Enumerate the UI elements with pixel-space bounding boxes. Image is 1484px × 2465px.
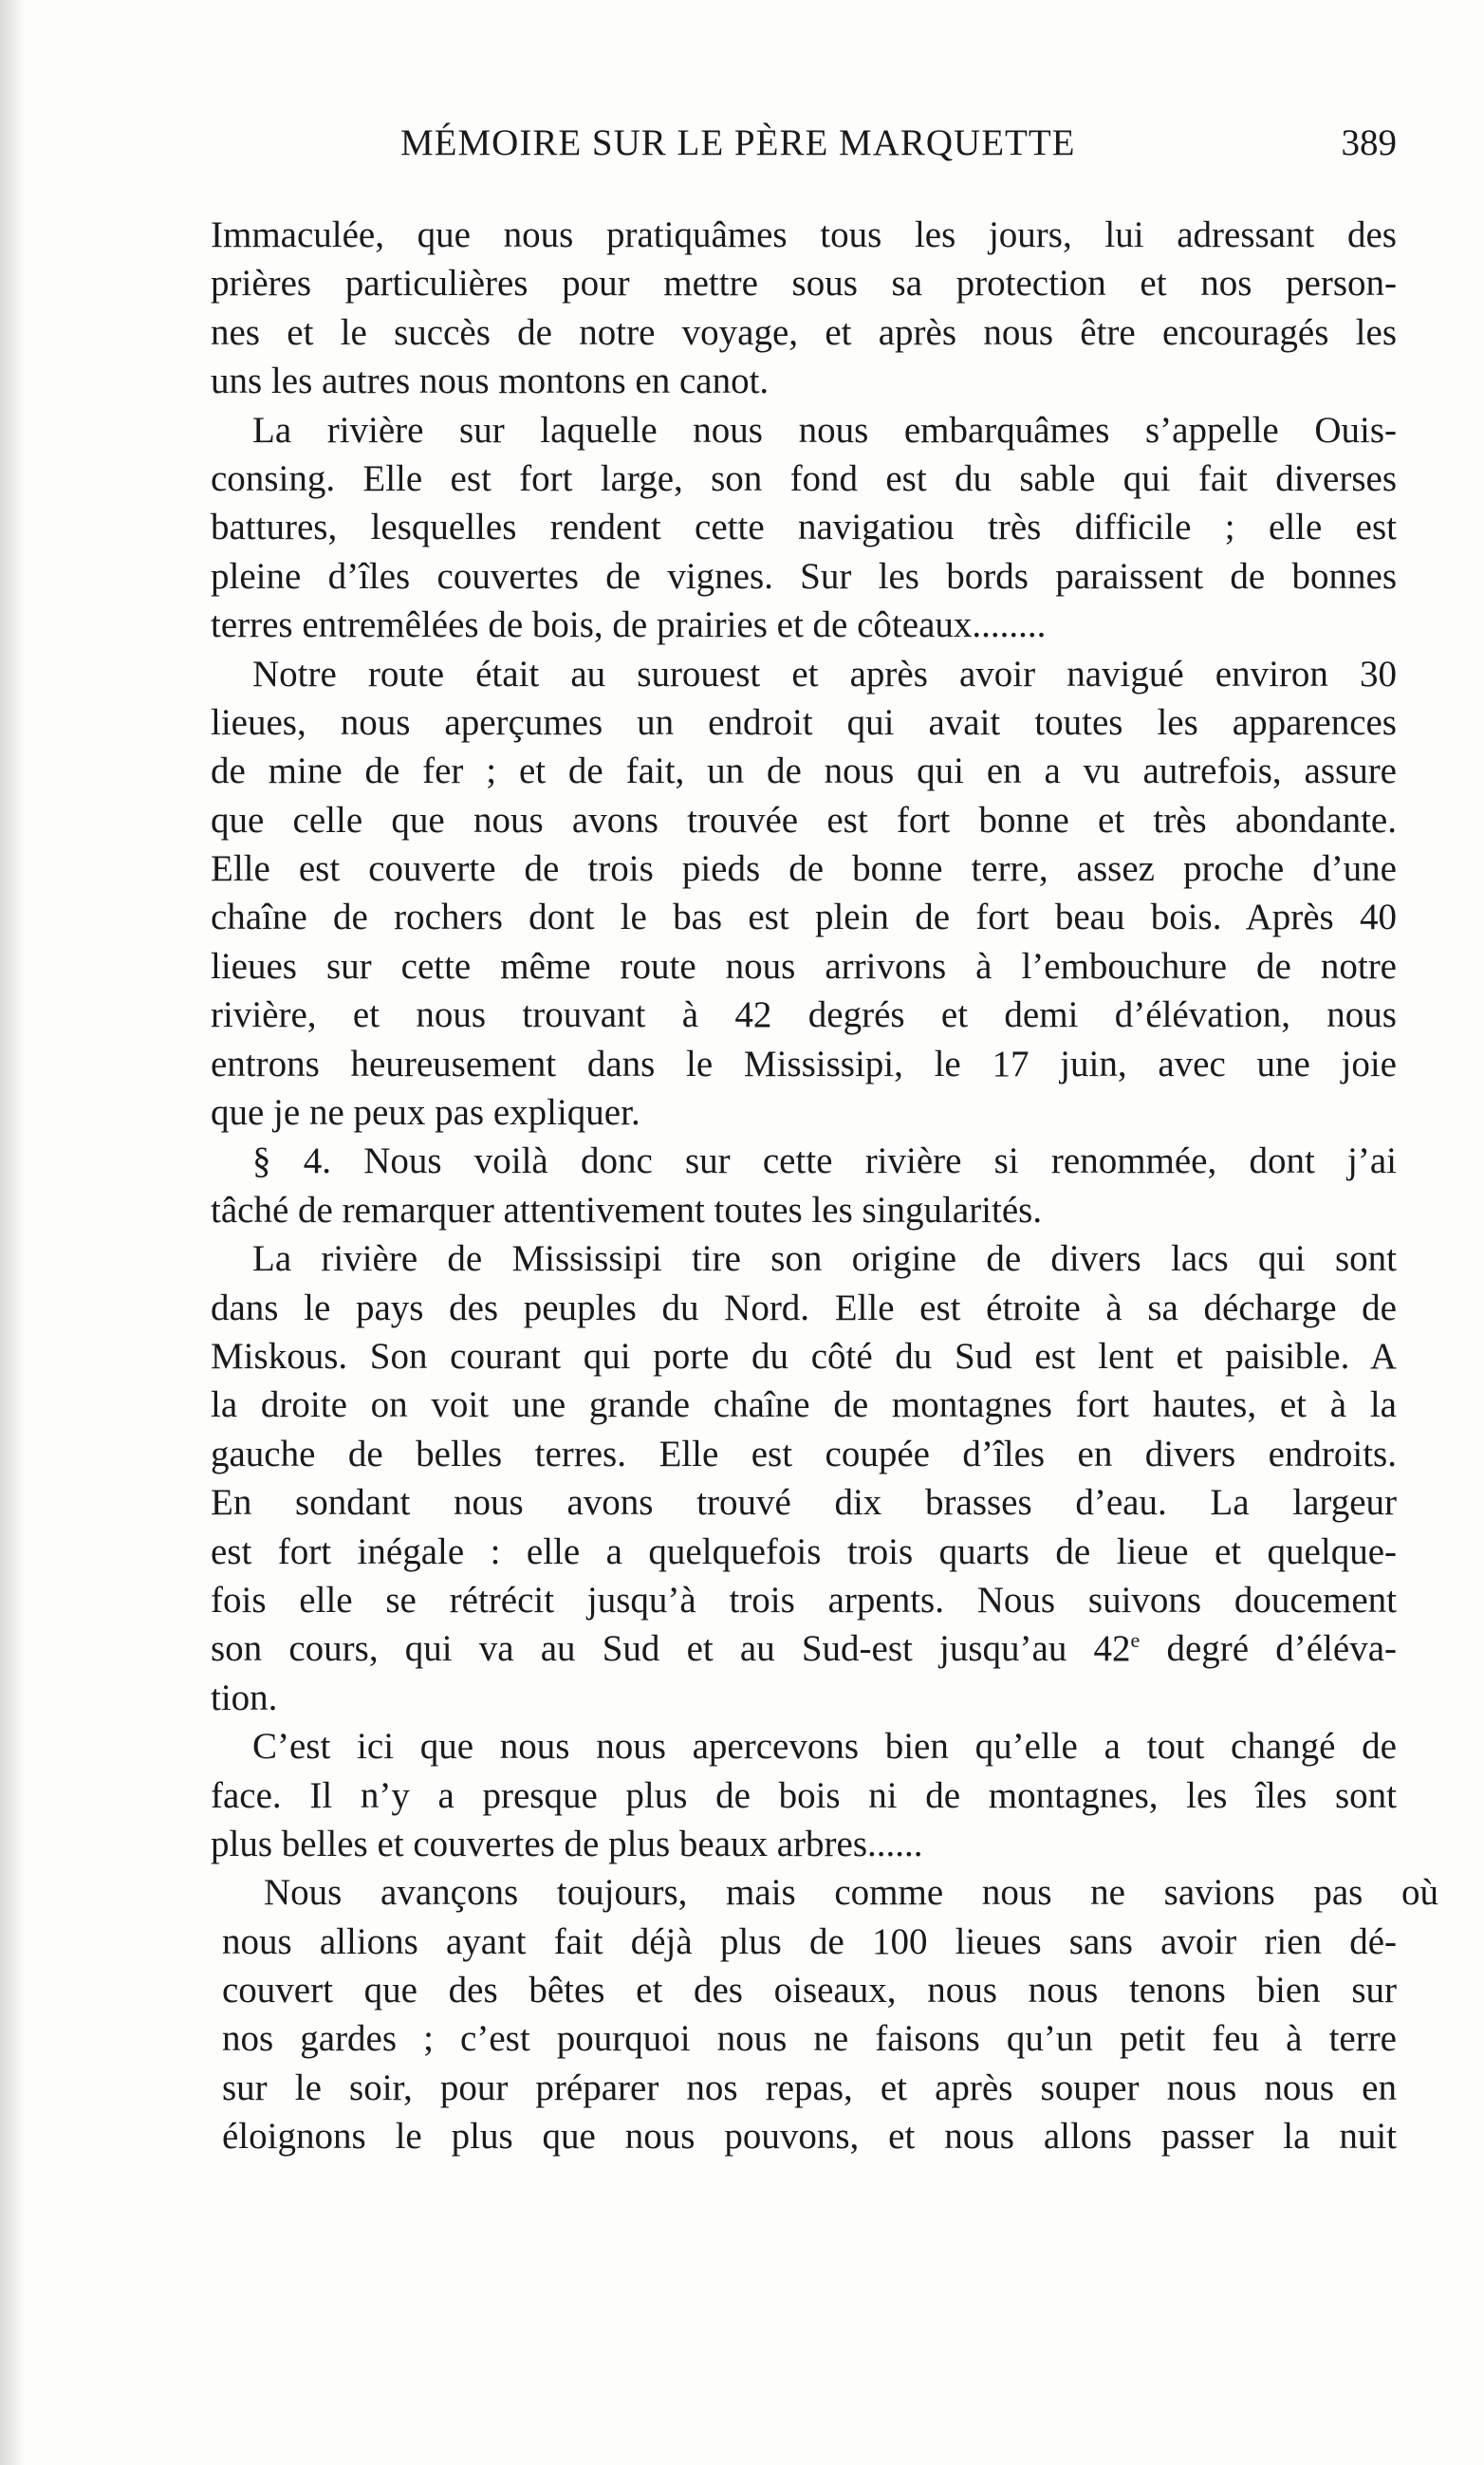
text-line: tion. <box>211 1677 278 1718</box>
paragraph-first-line: La rivière de Mississipi tire son origine de divers lacs qui sont <box>252 1238 1397 1280</box>
body-text <box>211 211 1438 2161</box>
paragraph-first-line: Nous avançons toujours, mais comme nous ne savions pas où <box>264 1872 1438 1914</box>
text-line: tâché de remarquer attentivement toutes les singularités. <box>211 1189 1043 1231</box>
text-line: sur le soir, pour préparer nos repas, et après souper nous nous en <box>222 2067 1397 2108</box>
scanned-page-edge <box>0 0 25 2465</box>
text-line: que je ne peux pas expliquer. <box>211 1092 640 1134</box>
text-line: pleine d’îles couvertes de vignes. Sur les bords paraissent de bonnes <box>211 555 1397 597</box>
text-line: de mine de fer ; et de fait, un de nous qui en a vu autrefois, assure <box>211 751 1397 792</box>
text-line: nes et le succès de notre voyage, et après nous être encouragés les <box>211 311 1397 353</box>
section-heading-line: § 4. Nous voilà donc sur cette rivière si renommée, dont j’ai <box>252 1140 1397 1182</box>
running-title: MÉMOIRE SUR LE PÈRE MARQUETTE <box>400 122 1076 163</box>
text-line: que celle que nous avons trouvée est fort bonne et très abondante. <box>211 799 1397 841</box>
text-line: fois elle se rétrécit jusqu’à trois arpents. Nous suivons doucement <box>211 1579 1397 1621</box>
text-line: entrons heureusement dans le Mississipi, le 17 juin, avec une joie <box>211 1043 1397 1084</box>
text-line: la droite on voit une grande chaîne de montagnes fort hautes, et à la <box>211 1384 1397 1426</box>
paragraph-first-line: La rivière sur laquelle nous nous embarquâmes s’appelle Ouis- <box>252 409 1397 451</box>
text-line: plus belles et couvertes de plus beaux arbres...... <box>211 1823 923 1864</box>
text-line: Immaculée, que nous pratiquâmes tous les jours, lui adressant des <box>211 214 1397 255</box>
text-line: Elle est couverte de trois pieds de bonne terre, assez proche d’une <box>211 848 1397 890</box>
text-line: nos gardes ; c’est pourquoi nous ne faisons qu’un petit feu à terre <box>222 2018 1397 2060</box>
text-line: prières particulières pour mettre sous sa protection et nos person- <box>211 263 1397 305</box>
text-line: face. Il n’y a presque plus de bois ni de montagnes, les îles sont <box>211 1774 1397 1816</box>
paragraph-first-line: Notre route était au surouest et après avoir navigué environ 30 <box>252 653 1397 695</box>
text-segment: degré d’éléva- <box>1166 1628 1397 1670</box>
text-line: chaîne de rochers dont le bas est plein de fort beau bois. Après 40 <box>211 897 1397 938</box>
text-line: est fort inégale : elle a quelquefois trois quarts de lieue et quelque- <box>211 1530 1397 1572</box>
text-line: éloignons le plus que nous pouvons, et nous allons passer la nuit <box>222 2116 1397 2158</box>
text-line: couvert que des bêtes et des oiseaux, nous nous tenons bien sur <box>222 1970 1397 2011</box>
text-line: lieues sur cette même route nous arrivons à l’embouchure de notre <box>211 945 1397 987</box>
text-line: battures, lesquelles rendent cette navigatiou très difficile ; elle est <box>211 507 1397 548</box>
paragraph-first-line: C’est ici que nous nous apercevons bien qu’elle a tout changé de <box>252 1726 1397 1768</box>
text-line: En sondant nous avons trouvé dix brasses d’eau. La largeur <box>211 1482 1397 1524</box>
text-line: gauche de belles terres. Elle est coupée d’îles en divers endroits. <box>211 1433 1397 1474</box>
text-line: rivière, et nous trouvant à 42 degrés et demi d’élévation, nous <box>211 994 1397 1036</box>
text-line <box>211 1624 1397 1673</box>
page-number: 389 <box>1341 122 1397 163</box>
text-line: Miskous. Son courant qui porte du côté du Sud est lent et paisible. A <box>211 1335 1397 1377</box>
text-line: terres entremêlées de bois, de prairies et de côteaux........ <box>211 604 1047 646</box>
text-line: lieues, nous aperçumes un endroit qui avait toutes les apparences <box>211 701 1397 743</box>
text-line: uns les autres nous montons en canot. <box>211 361 770 402</box>
text-segment: son cours, qui va au Sud et au Sud-est jusqu’au 42 <box>211 1628 1131 1670</box>
text-line: consing. Elle est fort large, son fond est du sable qui fait diverses <box>211 457 1397 499</box>
text-line: dans le pays des peuples du Nord. Elle est étroite à sa décharge de <box>211 1287 1397 1328</box>
text-line: nous allions ayant fait déjà plus de 100 lieues sans avoir rien dé- <box>222 1920 1397 1962</box>
running-header <box>211 121 1397 178</box>
superscript-e: e <box>1130 1628 1141 1653</box>
